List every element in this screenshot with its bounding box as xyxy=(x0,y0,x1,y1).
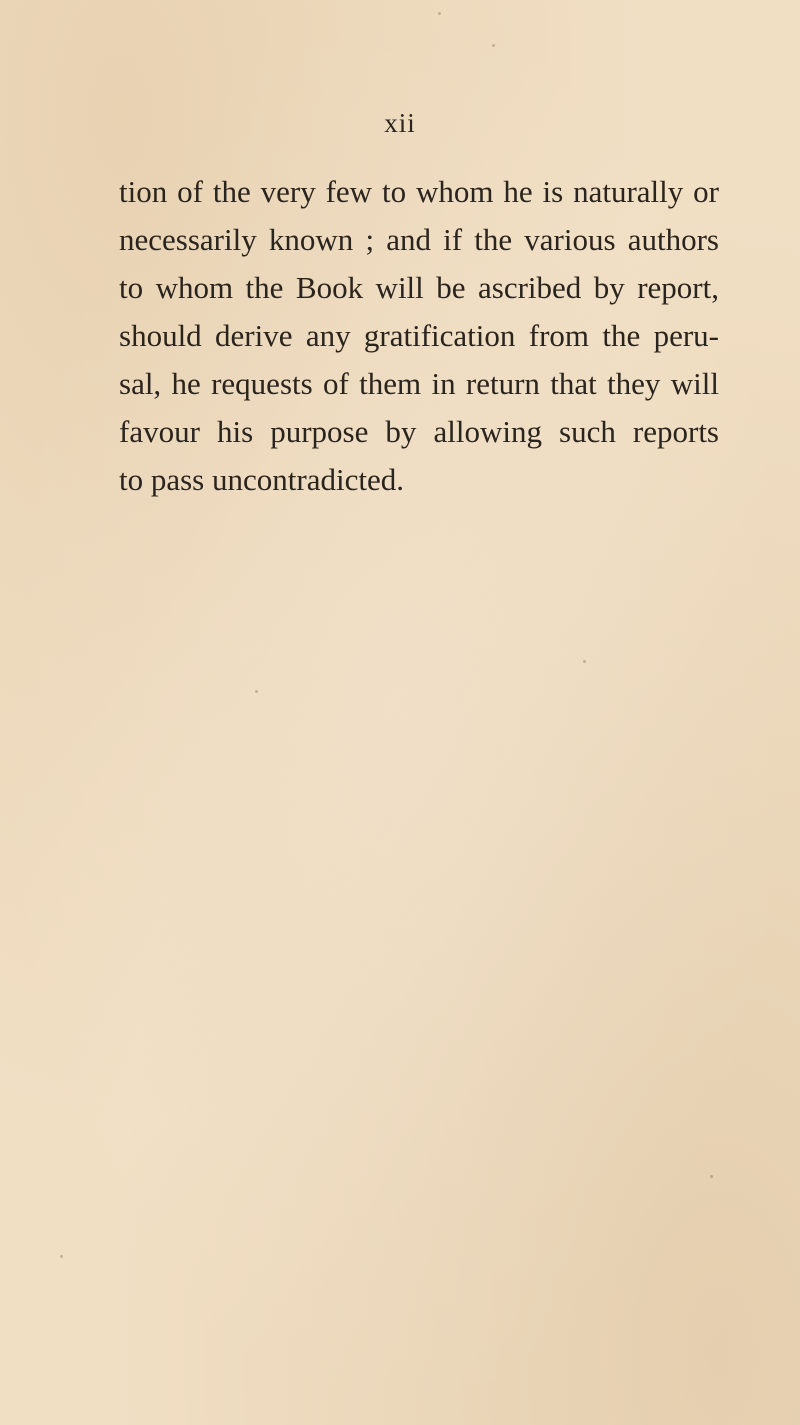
paper-speck xyxy=(438,12,441,15)
text-line: tion of the very few to whom he is naturally or xyxy=(119,174,719,209)
paper-speck xyxy=(710,1175,713,1178)
text-line: sal, he requests of them in return that they will xyxy=(119,366,719,401)
text-line: should derive any gratification from the peru- xyxy=(119,318,719,353)
paper-speck xyxy=(492,44,495,47)
text-line: to whom the Book will be ascribed by report, xyxy=(119,270,719,305)
paper-speck xyxy=(60,1255,63,1258)
text-line: favour his purpose by allowing such reports xyxy=(119,414,719,449)
paper-speck xyxy=(255,690,258,693)
text-line: to pass uncontradicted. xyxy=(119,462,404,497)
paper-speck xyxy=(583,660,586,663)
body-paragraph xyxy=(119,168,719,504)
text-line: necessarily known ; and if the various authors xyxy=(119,222,719,257)
page-number: xii xyxy=(384,108,416,138)
